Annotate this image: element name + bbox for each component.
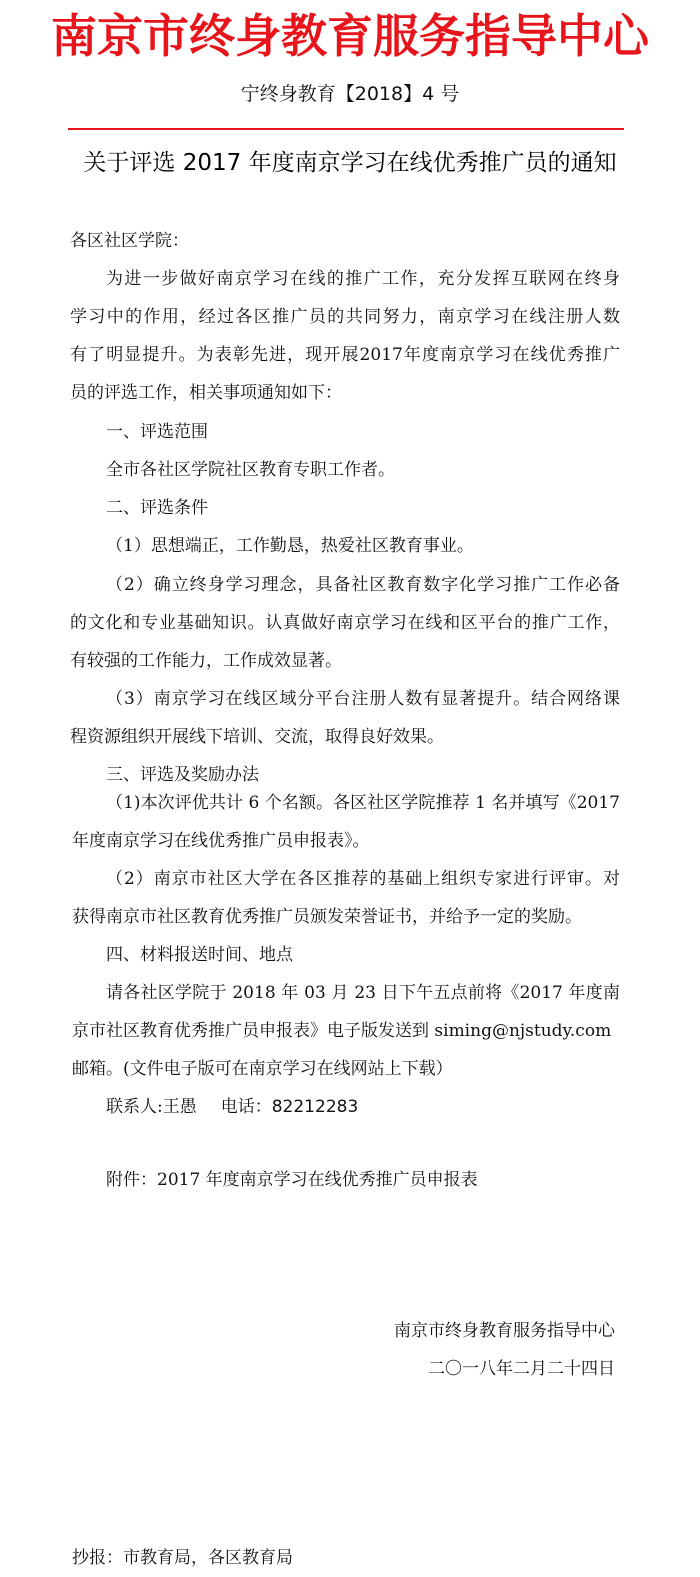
cc-line: 抄报：市教育局，各区教育局 [72,1548,293,1568]
org-letterhead-title: 南京市终身教育服务指导中心 [51,9,649,63]
criteria-item: 的文化和专业基础知识。认真做好南京学习在线和区平台的推广工作， [70,613,620,633]
submission-text: 请各社区学院于 2018 年 03 月 23 日下午五点前将《2017 年度南 [106,983,620,1003]
intro-line: 学习中的作用，经过各区推广员的共同努力，南京学习在线注册人数 [70,307,620,327]
section-heading: 三、评选及奖励办法 [106,765,259,785]
section-text: 全市各社区学院社区教育专职工作者。 [106,460,395,480]
section-heading: 一、评选范围 [106,422,208,442]
phone-number: 82212283 [271,1097,359,1117]
red-divider [68,128,624,130]
signature-date: 二〇一八年二月二十四日 [428,1359,615,1379]
section-heading: 四、材料报送时间、地点 [106,945,293,965]
submission-text: 邮箱。(文件电子版可在南京学习在线网站上下载） [72,1059,453,1079]
attachment: 附件：2017 年度南京学习在线优秀推广员申报表 [106,1170,478,1190]
criteria-item: （3）南京学习在线区域分平台注册人数有显著提升。结合网络课 [106,689,620,709]
criteria-item: 程资源组织开展线下培训、交流，取得良好效果。 [70,727,444,747]
phone-label: 电话： [220,1097,272,1117]
addressee: 各区社区学院： [70,231,189,251]
award-item: （2）南京市社区大学在各区推荐的基础上组织专家进行评审。对 [106,869,620,889]
contact-person: 联系人:王愚 [106,1097,197,1117]
intro-line: 有了明显提升。为表彰先进，现开展2017年度南京学习在线优秀推广 [70,345,620,365]
section-heading: 二、评选条件 [106,498,208,518]
criteria-item: （2）确立终身学习理念，具备社区教育数字化学习推广工作必备 [106,575,620,595]
submission-text: 京市社区教育优秀推广员申报表》电子版发送到 siming@njstudy.com [72,1021,612,1041]
contact-line [106,1094,358,1120]
signature-org: 南京市终身教育服务指导中心 [394,1321,615,1341]
award-item: 获得南京市社区教育优秀推广员颁发荣誉证书，并给予一定的奖励。 [72,907,582,927]
intro-line: 为进一步做好南京学习在线的推广工作，充分发挥互联网在终身 [106,269,620,289]
intro-line: 员的评选工作，相关事项通知如下： [70,383,342,403]
award-item: 年度南京学习在线优秀推广员申报表》。 [72,831,370,851]
notice-title: 关于评选 2017 年度南京学习在线优秀推广员的通知 [83,150,617,176]
criteria-item: 有较强的工作能力，工作成效显著。 [70,651,342,671]
criteria-item: （1）思想端正，工作勤恳，热爱社区教育事业。 [106,536,474,556]
award-item: （1)本次评优共计 6 个名额。各区社区学院推荐 1 名并填写《2017 [106,793,620,813]
document-number: 宁终身教育【2018】4 号 [240,83,460,105]
